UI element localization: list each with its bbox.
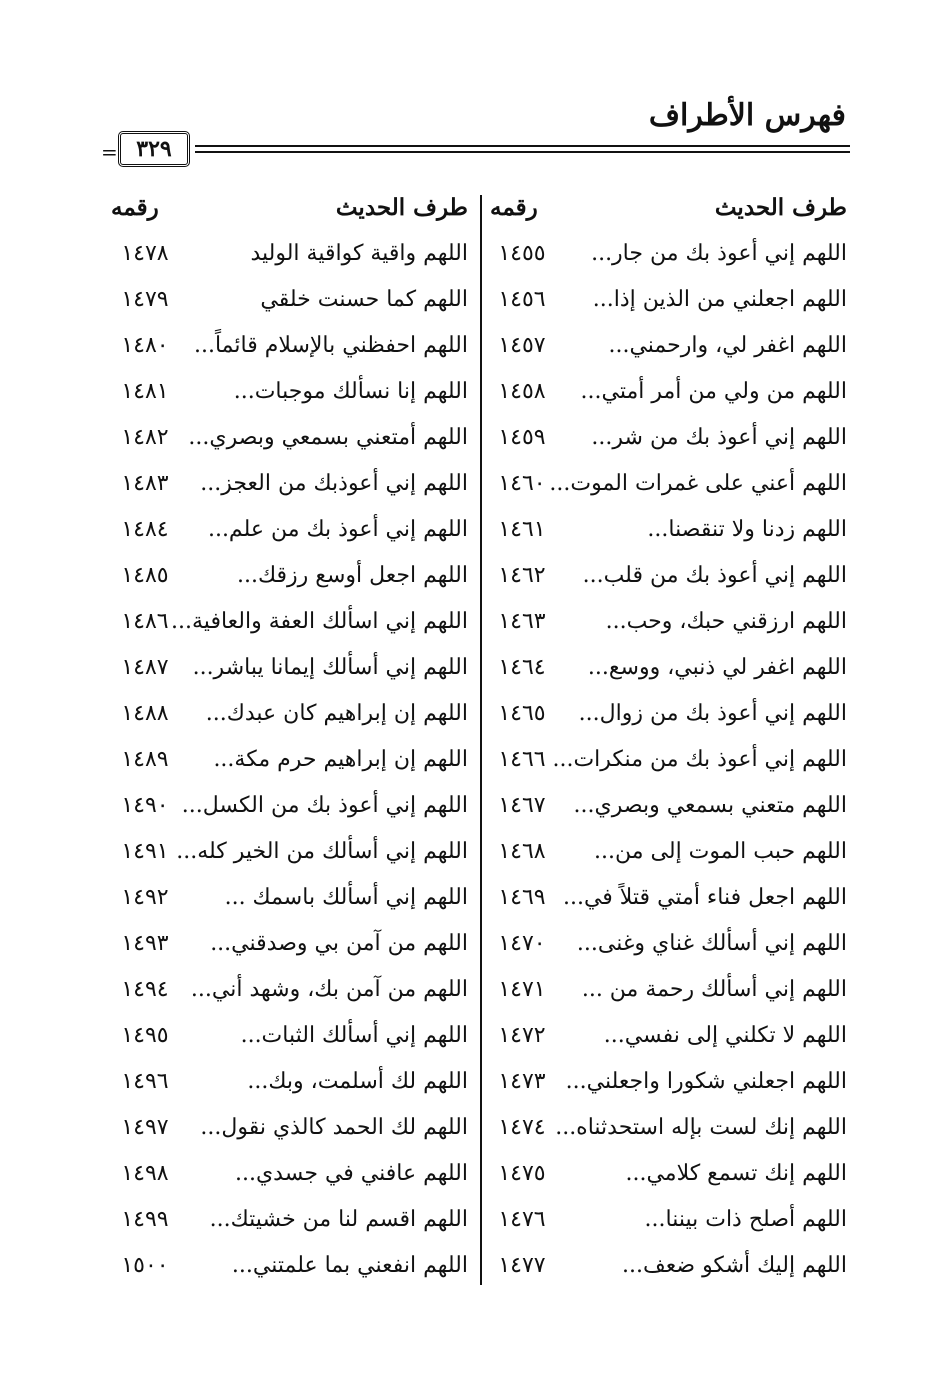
table-row bbox=[0, 511, 950, 557]
hadith-text-right: اللهم لا تكلني إلى نفسي... bbox=[603, 1023, 847, 1048]
page-number-frame bbox=[118, 131, 190, 167]
hadith-text-left: اللهم إني أسألك من الخير كله... bbox=[176, 839, 468, 864]
hadith-text-right: اللهم إني أعوذ بك من جار... bbox=[591, 241, 847, 266]
hadith-text-left: اللهم عافني في جسدي... bbox=[234, 1161, 468, 1186]
hadith-number-right: ١٤٦٤ bbox=[498, 655, 546, 680]
hadith-text-left: اللهم إني أعوذ بك من علم... bbox=[207, 517, 468, 542]
hadith-number-right: ١٤٧٢ bbox=[498, 1023, 546, 1048]
table-row bbox=[0, 1155, 950, 1201]
hadith-text-left: اللهم إني أسألك إيمانا يباشر... bbox=[192, 655, 468, 680]
hadith-text-left: اللهم إنا نسألك موجبات... bbox=[233, 379, 468, 404]
table-row bbox=[0, 327, 950, 373]
hadith-text-left: اللهم إن إبراهيم كان عبدك... bbox=[205, 701, 468, 726]
hadith-number-left: ١٤٧٩ bbox=[121, 287, 169, 312]
table-row bbox=[0, 603, 950, 649]
hadith-number-left: ١٤٨٣ bbox=[121, 471, 169, 496]
column-header-hadith-right: طرف الحديث bbox=[714, 194, 847, 221]
hadith-text-left: اللهم لك الحمد كالذي نقول... bbox=[200, 1115, 468, 1140]
hadith-number-right: ١٤٥٨ bbox=[498, 379, 546, 404]
hadith-number-right: ١٤٧٤ bbox=[498, 1115, 546, 1140]
hadith-text-right: اللهم اغفر لي، وارحمني... bbox=[608, 333, 847, 358]
table-row bbox=[0, 419, 950, 465]
hadith-number-left: ١٤٩٨ bbox=[121, 1161, 169, 1186]
table-row bbox=[0, 557, 950, 603]
hadith-number-right: ١٤٦٨ bbox=[498, 839, 546, 864]
hadith-number-right: ١٤٥٥ bbox=[498, 241, 546, 266]
hadith-number-left: ١٤٩٧ bbox=[121, 1115, 169, 1140]
hadith-number-left: ١٤٨٤ bbox=[121, 517, 169, 542]
column-header-hadith-left: طرف الحديث bbox=[335, 194, 468, 221]
table-row bbox=[0, 1247, 950, 1293]
hadith-text-right: اللهم إني أعوذ بك من قلب... bbox=[582, 563, 847, 588]
table-row bbox=[0, 281, 950, 327]
table-row bbox=[0, 925, 950, 971]
hadith-text-right: اللهم إني أعوذ بك من زوال... bbox=[578, 701, 847, 726]
hadith-number-left: ١٤٧٨ bbox=[121, 241, 169, 266]
table-row bbox=[0, 465, 950, 511]
page-title: فهرس الأطراف bbox=[648, 98, 846, 133]
hadith-text-right: اللهم زدنا ولا تنقصنا... bbox=[647, 517, 847, 542]
table-row bbox=[0, 787, 950, 833]
hadith-text-left: اللهم اقسم لنا من خشيتك... bbox=[209, 1207, 468, 1232]
hadith-text-right: اللهم إنك تسمع كلامي... bbox=[625, 1161, 847, 1186]
hadith-text-right: اللهم من ولي من أمر أمتي... bbox=[580, 379, 847, 404]
hadith-text-left: اللهم احفظني بالإسلام قائماً... bbox=[193, 333, 468, 358]
hadith-number-left: ١٥٠٠ bbox=[121, 1253, 169, 1278]
hadith-text-left: اللهم إني أعوذبك من العجز... bbox=[200, 471, 468, 496]
header-rule bbox=[195, 145, 850, 147]
hadith-number-left: ١٤٩٠ bbox=[121, 793, 169, 818]
table-row bbox=[0, 649, 950, 695]
hadith-number-right: ١٤٦٣ bbox=[498, 609, 546, 634]
table-row bbox=[0, 1063, 950, 1109]
hadith-text-right: اللهم اجعلني من الذين إذا... bbox=[592, 287, 847, 312]
hadith-number-left: ١٤٨٢ bbox=[121, 425, 169, 450]
column-header-number-right: رقمه bbox=[490, 194, 538, 221]
table-row bbox=[0, 833, 950, 879]
hadith-text-right: اللهم أعني على غمرات الموت... bbox=[549, 471, 847, 496]
hadith-number-left: ١٤٨٩ bbox=[121, 747, 169, 772]
hadith-number-right: ١٤٧١ bbox=[498, 977, 546, 1002]
hadith-text-right: اللهم حبب الموت إلى من... bbox=[594, 839, 847, 864]
hadith-number-right: ١٤٦٠ bbox=[498, 471, 546, 496]
table-row bbox=[0, 741, 950, 787]
table-row bbox=[0, 373, 950, 419]
hadith-text-right: اللهم إني أعوذ بك من شر... bbox=[591, 425, 847, 450]
hadith-text-left: اللهم واقية كواقية الوليد bbox=[250, 241, 468, 266]
page-number-dash: = bbox=[101, 140, 118, 164]
hadith-text-left: اللهم من آمن بي وصدقني... bbox=[210, 931, 468, 956]
header-rule-inner bbox=[195, 151, 850, 153]
hadith-number-left: ١٤٨٥ bbox=[121, 563, 169, 588]
hadith-number-right: ١٤٧٠ bbox=[498, 931, 546, 956]
column-header-number-left: رقمه bbox=[111, 194, 159, 221]
hadith-number-left: ١٤٩٥ bbox=[121, 1023, 169, 1048]
hadith-text-right: اللهم إنك لست بإله استحدثناه... bbox=[555, 1115, 847, 1140]
table-row bbox=[0, 1201, 950, 1247]
hadith-text-left: اللهم انفعني بما علمتني... bbox=[231, 1253, 468, 1278]
hadith-number-right: ١٤٧٥ bbox=[498, 1161, 546, 1186]
hadith-text-left: اللهم أمتعني بسمعي وبصري... bbox=[188, 425, 468, 450]
hadith-number-left: ١٤٩١ bbox=[121, 839, 169, 864]
hadith-number-right: ١٤٦٥ bbox=[498, 701, 546, 726]
table-row bbox=[0, 971, 950, 1017]
hadith-text-left: اللهم اجعل أوسع رزقك... bbox=[236, 563, 468, 588]
hadith-text-left: اللهم إني اسألك العفة والعافية... bbox=[171, 609, 468, 634]
hadith-text-right: اللهم اجعل فناء أمتي قتلاً في... bbox=[562, 885, 847, 910]
hadith-number-right: ١٤٦١ bbox=[498, 517, 546, 542]
table-row bbox=[0, 235, 950, 281]
hadith-text-right: اللهم إني أعوذ بك من منكرات... bbox=[552, 747, 847, 772]
hadith-text-right: اللهم ارزقني حبك، وحب... bbox=[605, 609, 847, 634]
hadith-text-right: اللهم متعني بسمعي وبصري... bbox=[573, 793, 847, 818]
hadith-text-left: اللهم إني أعوذ بك من الكسل... bbox=[181, 793, 468, 818]
hadith-text-right: اللهم اغفر لي ذنبي، ووسع... bbox=[587, 655, 847, 680]
hadith-text-left: اللهم إني أسألك الثبات... bbox=[240, 1023, 468, 1048]
hadith-number-right: ١٤٥٧ bbox=[498, 333, 546, 358]
hadith-number-left: ١٤٨٧ bbox=[121, 655, 169, 680]
hadith-text-right: اللهم اجعلني شكورا واجعلني... bbox=[565, 1069, 847, 1094]
hadith-number-right: ١٤٧٧ bbox=[498, 1253, 546, 1278]
hadith-number-right: ١٤٦٧ bbox=[498, 793, 546, 818]
table-row bbox=[0, 879, 950, 925]
hadith-number-left: ١٤٩٢ bbox=[121, 885, 169, 910]
hadith-number-left: ١٤٩٦ bbox=[121, 1069, 169, 1094]
hadith-text-left: اللهم إني أسألك باسمك ... bbox=[224, 885, 468, 910]
page-number: ٣٢٩ bbox=[136, 136, 172, 162]
hadith-number-left: ١٤٨٠ bbox=[121, 333, 169, 358]
hadith-number-left: ١٤٩٣ bbox=[121, 931, 169, 956]
hadith-number-left: ١٤٩٤ bbox=[121, 977, 169, 1002]
hadith-number-right: ١٤٥٩ bbox=[498, 425, 546, 450]
hadith-text-left: اللهم من آمن بك، وشهد أني... bbox=[190, 977, 468, 1002]
hadith-number-right: ١٤٧٦ bbox=[498, 1207, 546, 1232]
hadith-number-right: ١٤٦٦ bbox=[498, 747, 546, 772]
hadith-text-left: اللهم كما حسنت خلقي bbox=[260, 287, 468, 312]
hadith-text-right: اللهم إني أسألك رحمة من ... bbox=[581, 977, 847, 1002]
hadith-number-right: ١٤٥٦ bbox=[498, 287, 546, 312]
hadith-number-right: ١٤٦٢ bbox=[498, 563, 546, 588]
hadith-text-left: اللهم لك أسلمت، وبك... bbox=[247, 1069, 468, 1094]
hadith-text-right: اللهم أصلح ذات بيننا... bbox=[644, 1207, 847, 1232]
hadith-number-left: ١٤٨٨ bbox=[121, 701, 169, 726]
index-table bbox=[0, 235, 950, 1293]
hadith-number-left: ١٤٨٦ bbox=[121, 609, 169, 634]
hadith-number-right: ١٤٦٩ bbox=[498, 885, 546, 910]
table-row bbox=[0, 695, 950, 741]
table-row bbox=[0, 1017, 950, 1063]
hadith-number-left: ١٤٨١ bbox=[121, 379, 169, 404]
hadith-text-right: اللهم إليك أشكو ضعف... bbox=[622, 1253, 847, 1278]
table-row bbox=[0, 1109, 950, 1155]
hadith-text-right: اللهم إني أسألك غناي وغنى... bbox=[576, 931, 847, 956]
hadith-text-left: اللهم إن إبراهيم حرم مكة... bbox=[213, 747, 468, 772]
hadith-number-left: ١٤٩٩ bbox=[121, 1207, 169, 1232]
hadith-number-right: ١٤٧٣ bbox=[498, 1069, 546, 1094]
